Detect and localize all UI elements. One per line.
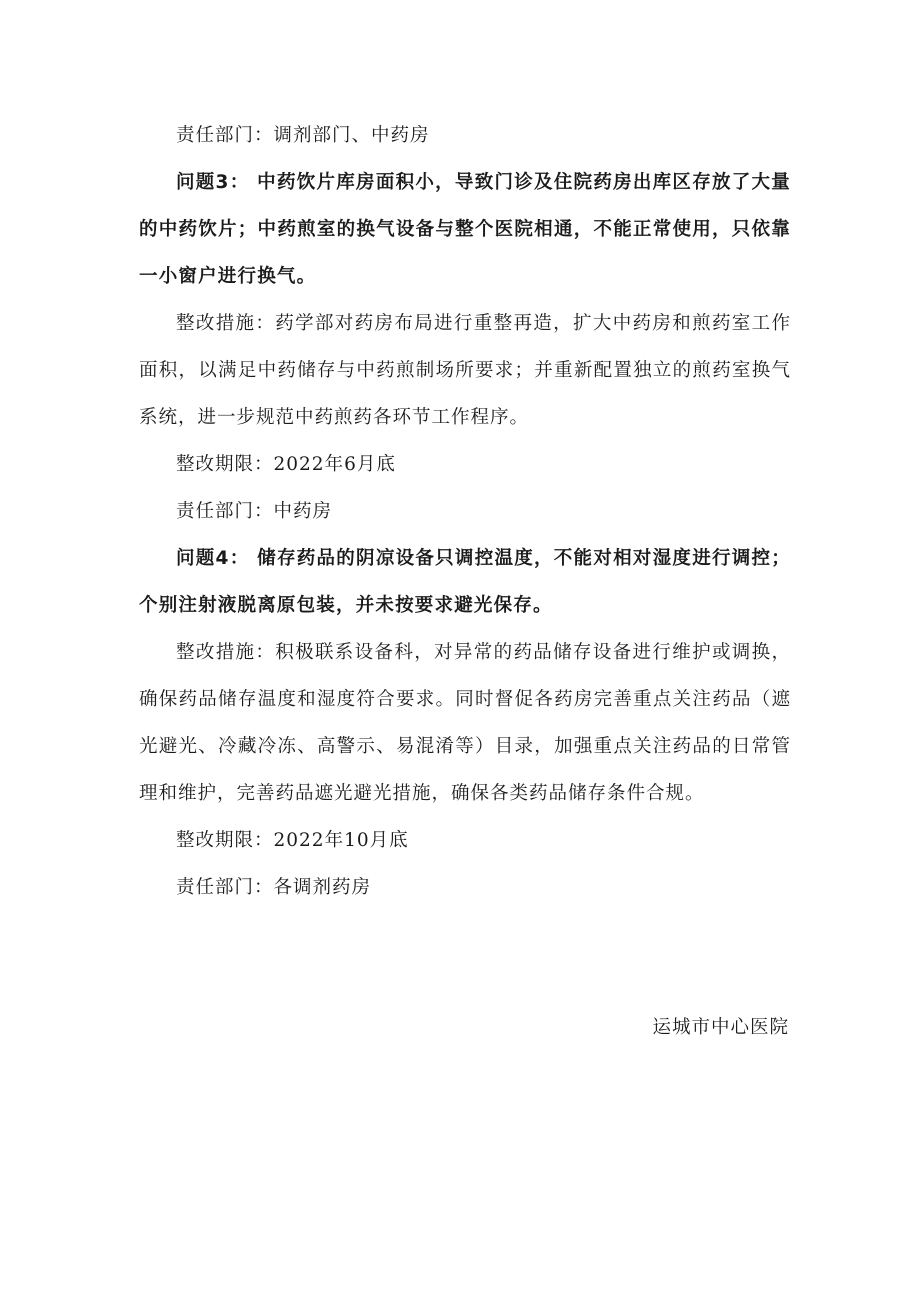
rectification-deadline-4: 整改期限：2022年10月底	[176, 830, 409, 851]
rectification-measures-3: 整改措施：药学部对药房布局进行重整再造，扩大中药房和煎药室工作面积，以满足中药储存与中药煎制场所要求；并重新配置独立的煎药室换气系统，进一步规范中药煎药各环节工作程序。	[139, 313, 791, 428]
document-body	[139, 112, 791, 911]
rectification-measures-4: 整改措施：积极联系设备科，对异常的药品储存设备进行维护或调换，确保药品储存温度和湿度符合要求。同时督促各药房完善重点关注药品（遮光避光、冷藏冷冻、高警示、易混淆等）目录，加强重点关注药品的日常管理和维护，完善药品遮光避光措施，确保各类药品储存条件合规。	[139, 642, 791, 804]
rectification-deadline-3: 整改期限：2022年6月底	[176, 454, 396, 475]
responsible-department-previous: 责任部门：调剂部门、中药房	[176, 125, 430, 146]
signature-organization: 运城市中心医院	[652, 1017, 789, 1038]
issue-4-heading: 问题4： 储存药品的阴凉设备只调控温度，不能对相对湿度进行调控；个别注射液脱离原包装，并未按要求避光保存。	[139, 548, 791, 616]
responsible-department-4: 责任部门：各调剂药房	[176, 877, 372, 898]
issue-3-heading: 问题3： 中药饮片库房面积小，导致门诊及住院药房出库区存放了大量的中药饮片；中药煎室的换气设备与整个医院相通，不能正常使用，只依靠一小窗户进行换气。	[139, 172, 791, 287]
responsible-department-3: 责任部门：中药房	[176, 501, 333, 522]
